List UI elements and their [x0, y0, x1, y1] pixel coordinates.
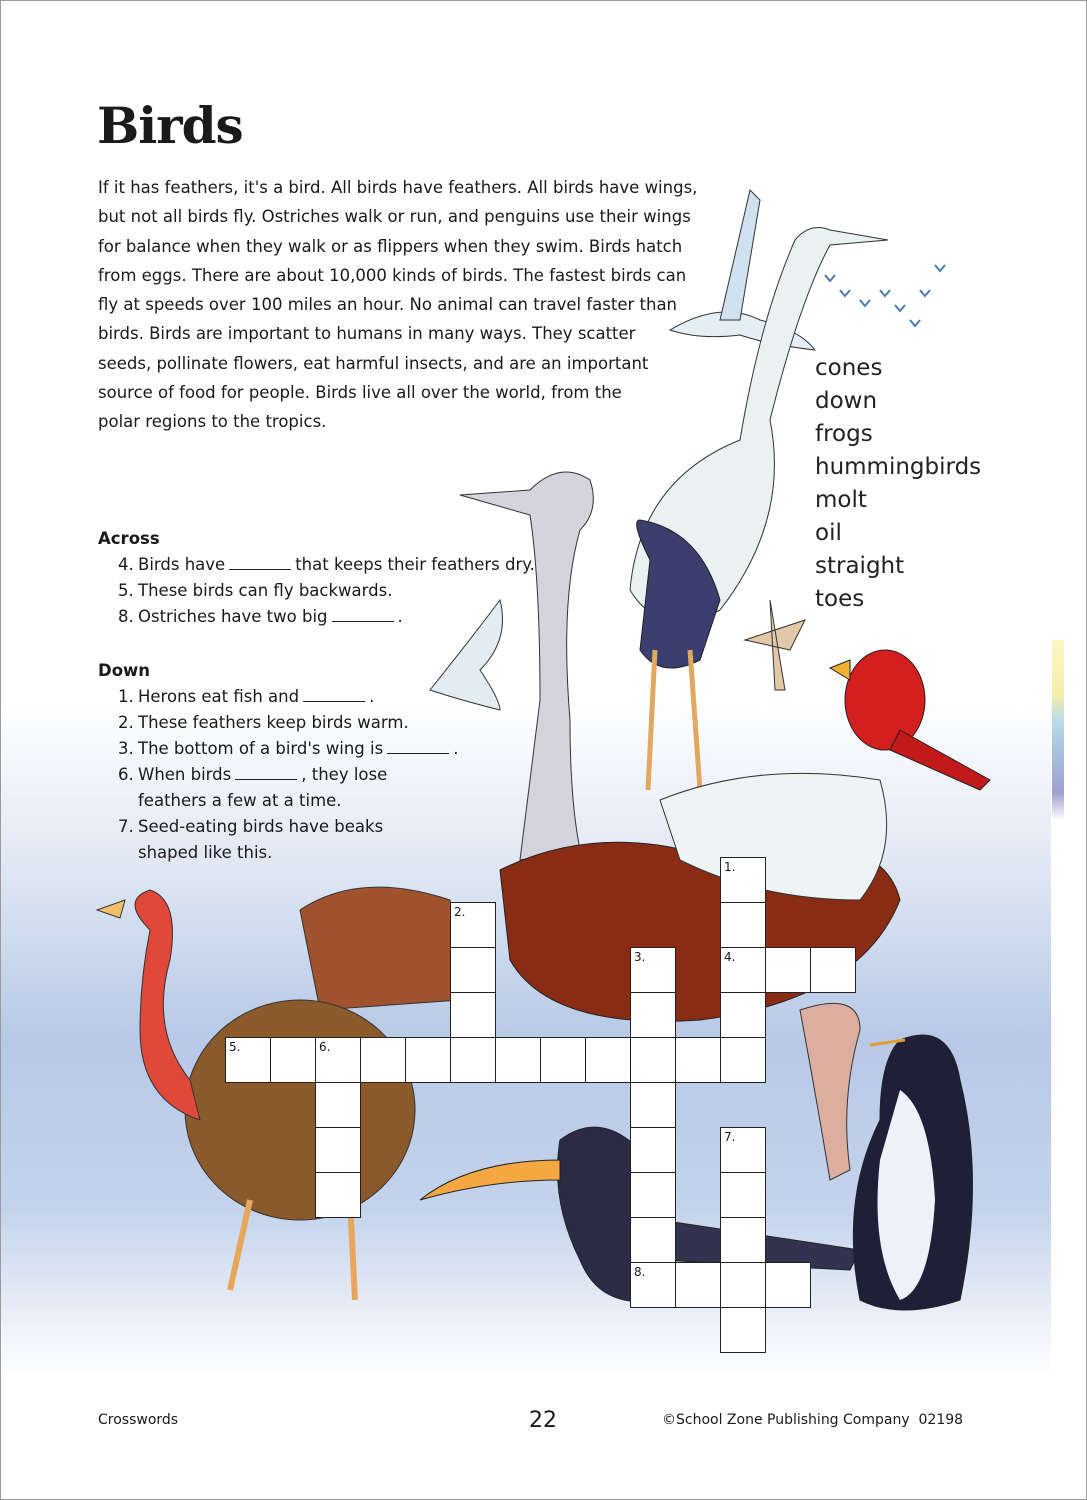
turkey-illustration [97, 887, 460, 1300]
clue-number: 3. [118, 739, 134, 758]
clue-text: feathers a few at a time. [138, 791, 342, 810]
cell-number: 7. [724, 1130, 736, 1144]
intro-line: source of food for people. Birds live all over the world, from the [98, 383, 622, 403]
clue-text: Ostriches have two big [138, 607, 328, 626]
clue-text: These birds can fly backwards. [138, 581, 393, 600]
crossword-cell[interactable] [585, 1037, 631, 1083]
answer-blank [229, 555, 291, 570]
crossword-cell[interactable] [720, 1262, 766, 1308]
crossword-cell[interactable] [540, 1037, 586, 1083]
crossword-cell[interactable] [315, 1082, 361, 1128]
cell-number: 5. [229, 1040, 241, 1054]
crossword-cell[interactable] [765, 1262, 811, 1308]
answer-blank [332, 607, 394, 622]
clue-number: 2. [118, 713, 134, 732]
word-bank-item: down [815, 388, 878, 414]
intro-line: for balance when they walk or as flippers when they swim. Birds hatch [98, 236, 683, 256]
intro-line: fly at speeds over 100 miles an hour. No animal can travel faster than [98, 295, 678, 315]
crossword-cell[interactable] [630, 1262, 676, 1308]
crossword-cell[interactable] [720, 1127, 766, 1173]
clue-text: . [397, 607, 403, 626]
intro-line: polar regions to the tropics. [98, 412, 327, 432]
crossword-cell[interactable] [630, 1217, 676, 1263]
crossword-cell[interactable] [720, 1037, 766, 1083]
sparrow-illustration [745, 600, 805, 690]
footer-section-label: Crosswords [98, 1412, 179, 1428]
answer-blank [303, 687, 365, 702]
clue-text: . [453, 739, 459, 758]
clues-section [98, 526, 535, 866]
clue-number: 7. [118, 817, 134, 836]
answer-blank [235, 765, 297, 780]
crossword-cell[interactable] [450, 992, 496, 1038]
crossword-cell[interactable] [270, 1037, 316, 1083]
crossword-cell[interactable] [315, 1037, 361, 1083]
crossword-cell[interactable] [315, 1127, 361, 1173]
word-bank-item: frogs [815, 421, 873, 447]
crossword-cell[interactable] [360, 1037, 406, 1083]
word-bank-item: hummingbirds [815, 454, 982, 480]
clue-text: Birds have [138, 555, 226, 574]
across-heading: Across [98, 529, 160, 548]
intro-paragraph [98, 173, 698, 437]
clue-number: 6. [118, 765, 134, 784]
word-bank-item: molt [815, 487, 867, 513]
crossword-cell[interactable] [765, 947, 811, 993]
cell-number: 4. [724, 950, 736, 964]
intro-line: but not all birds fly. Ostriches walk or run, and penguins use their wings [98, 207, 691, 227]
word-bank [815, 352, 981, 616]
crossword-cell[interactable] [720, 947, 766, 993]
clue-number: 5. [118, 581, 134, 600]
cardinal-illustration [830, 650, 990, 790]
word-bank-item: straight [815, 553, 905, 579]
intro-line: seeds, pollinate flowers, eat harmful insects, and are an important [98, 353, 649, 373]
penguin-illustration [853, 1035, 972, 1310]
crossword-cell[interactable] [720, 1307, 766, 1353]
clue-across-8 [98, 604, 535, 630]
word-bank-item: cones [815, 355, 883, 381]
clue-text: , they lose [301, 765, 388, 784]
clue-number: 8. [118, 607, 134, 626]
crossword-cell[interactable] [630, 1127, 676, 1173]
crossword-cell[interactable] [720, 992, 766, 1038]
crossword-cell[interactable] [315, 1172, 361, 1218]
crossword-cell[interactable] [225, 1037, 271, 1083]
cell-number: 8. [634, 1265, 646, 1279]
answer-blank [387, 739, 449, 754]
clue-number: 4. [118, 555, 134, 574]
crossword-cell[interactable] [720, 1217, 766, 1263]
crossword-cell[interactable] [450, 1037, 496, 1083]
clue-down-2 [98, 710, 535, 736]
crossword-cell[interactable] [450, 947, 496, 993]
crossword-cell[interactable] [450, 902, 496, 948]
crossword-cell[interactable] [720, 902, 766, 948]
cell-number: 3. [634, 950, 646, 964]
crossword-cell[interactable] [495, 1037, 541, 1083]
crossword-cell[interactable] [630, 992, 676, 1038]
clue-across-5 [98, 578, 535, 604]
crossword-cell[interactable] [630, 1082, 676, 1128]
clue-text: The bottom of a bird's wing is [138, 739, 384, 758]
intro-line: birds. Birds are important to humans in many ways. They scatter [98, 324, 636, 344]
clue-down-3 [98, 736, 535, 762]
clue-text: shaped like this. [138, 843, 273, 862]
crossword-cell[interactable] [675, 1037, 721, 1083]
cell-number: 2. [454, 905, 466, 919]
clue-text: . [369, 687, 375, 706]
word-bank-item: toes [815, 586, 865, 612]
clue-down-1 [98, 684, 535, 710]
flock-illustration [825, 265, 945, 326]
crossword-cell[interactable] [630, 1172, 676, 1218]
clue-text: When birds [138, 765, 232, 784]
clue-down-7 [98, 814, 535, 866]
clue-text: that keeps their feathers dry. [295, 555, 535, 574]
intro-line: from eggs. There are about 10,000 kinds of birds. The fastest birds can [98, 265, 687, 285]
crossword-cell[interactable] [720, 1172, 766, 1218]
down-heading: Down [98, 661, 151, 680]
word-bank-item: oil [815, 520, 842, 546]
clue-text: These feathers keep birds warm. [138, 713, 409, 732]
clue-text: Seed-eating birds have beaks [138, 817, 384, 836]
clue-text: Herons eat fish and [138, 687, 300, 706]
intro-line: If it has feathers, it's a bird. All birds have feathers. All birds have wings, [98, 178, 698, 197]
crossword-cell[interactable] [630, 1037, 676, 1083]
crossword-cell[interactable] [405, 1037, 451, 1083]
crossword-cell[interactable] [675, 1262, 721, 1308]
page-title: Birds [97, 96, 243, 155]
cell-number: 6. [319, 1040, 331, 1054]
cell-number: 1. [724, 860, 736, 874]
crossword-cell[interactable] [720, 857, 766, 903]
page-number: 22 [529, 1408, 557, 1433]
clue-down-6 [98, 762, 535, 814]
clue-across-4 [98, 552, 535, 578]
crossword-cell[interactable] [810, 947, 856, 993]
clue-number: 1. [118, 687, 134, 706]
crossword-cell[interactable] [630, 947, 676, 993]
footer-copyright: ©School Zone Publishing Company 02198 [662, 1412, 964, 1428]
